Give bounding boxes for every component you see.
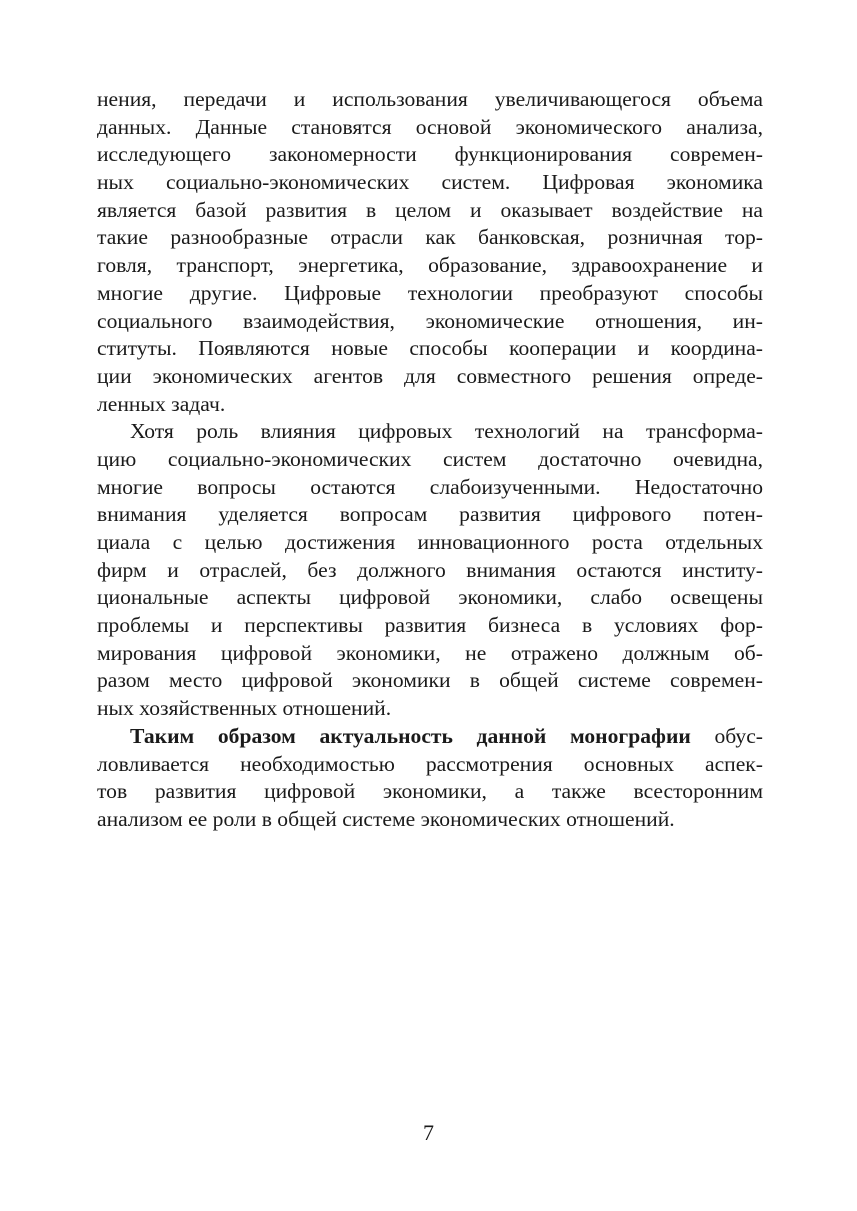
text-line: многие другие. Цифровые технологии преобразуют способы <box>97 280 763 305</box>
text-line: является базой развития в целом и оказывает воздействие на <box>97 197 763 222</box>
text-line: анализом ее роли в общей системе экономических отношений. <box>97 806 675 831</box>
text-line: данных. Данные становятся основой экономического анализа, <box>97 114 763 139</box>
text-run: обус- <box>690 723 764 748</box>
text-line: ных хозяйственных отношений. <box>97 696 392 721</box>
text-line: ловливается необходимостью рассмотрения основных аспек- <box>97 751 763 776</box>
text-line: внимания уделяется вопросам развития цифрового потен- <box>97 502 763 527</box>
text-line: проблемы и перспективы развития бизнеса в условиях фор- <box>97 613 763 638</box>
text-line: Хотя роль влияния цифровых технологий на трансформа- <box>130 419 763 444</box>
text-line: циональные аспекты цифровой экономики, слабо освещены <box>97 585 763 610</box>
text-line: такие разнообразные отрасли как банковская, розничная тор- <box>97 225 763 250</box>
text-line: многие вопросы остаются слабоизученными. Недостаточно <box>97 474 763 499</box>
text-line: циала с целью достижения инновационного роста отдельных <box>97 530 763 554</box>
paragraph-3 <box>97 723 763 834</box>
bold-phrase: Таким образом актуальность данной монографии <box>130 723 691 748</box>
text-line: ных социально-экономических систем. Цифровая экономика <box>97 170 763 195</box>
paragraph-1 <box>97 86 763 418</box>
text-line: социального взаимодействия, экономические отношения, ин- <box>97 308 763 333</box>
text-line: ции экономических агентов для совместного решения опреде- <box>97 363 763 388</box>
paragraph-2 <box>97 418 763 723</box>
text-line: цию социально-экономических систем достаточно очевидна, <box>97 446 763 471</box>
text-line <box>97 723 763 751</box>
text-line: ленных задач. <box>97 391 226 416</box>
text-line: исследующего закономерности функционирования современ- <box>97 142 763 167</box>
page-body <box>97 86 763 834</box>
text-line: разом место цифровой экономики в общей системе современ- <box>97 668 763 693</box>
text-line: ституты. Появляются новые способы кооперации и координа- <box>97 336 763 361</box>
text-line: тов развития цифровой экономики, а также всесторонним <box>97 779 763 804</box>
page-number: 7 <box>423 1120 434 1145</box>
text-line: фирм и отраслей, без должного внимания остаются институ- <box>97 557 763 582</box>
text-line: мирования цифровой экономики, не отражено должным об- <box>97 640 763 665</box>
text-line: говля, транспорт, энергетика, образование, здравоохранение и <box>97 253 763 278</box>
text-line: нения, передачи и использования увеличивающегося объема <box>97 87 763 111</box>
